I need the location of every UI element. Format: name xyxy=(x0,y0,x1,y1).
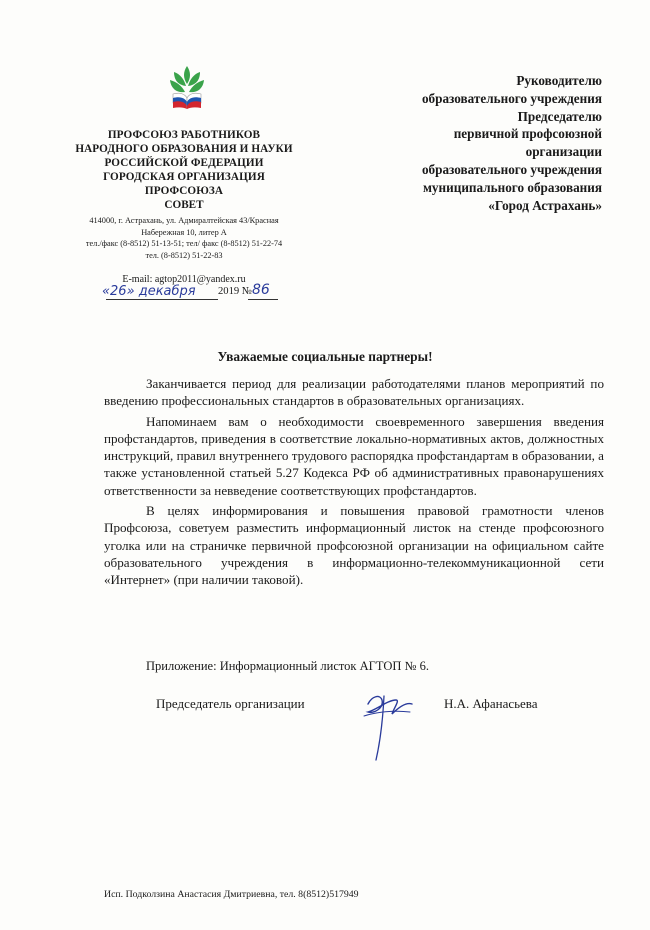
org-name-line-3: РОССИЙСКОЙ ФЕДЕРАЦИИ xyxy=(104,157,264,169)
address-line: тел. (8-8512) 51-22-83 xyxy=(145,250,223,260)
org-email: E-mail: agtop2011@yandex.ru xyxy=(122,274,246,285)
addressee-line: организации xyxy=(525,144,602,160)
org-name-line-5: ПРОФСОЮЗА xyxy=(144,185,224,197)
letter-body xyxy=(104,375,604,592)
addressee-line: «Город Астрахань» xyxy=(488,197,602,213)
address-line: Набережная 10, литер А xyxy=(141,227,227,237)
org-name-line-4: ГОРОДСКАЯ ОРГАНИЗАЦИЯ xyxy=(103,171,265,183)
addressee-line: первичной профсоюзной xyxy=(453,126,602,142)
addressee-line: образовательного учреждения xyxy=(421,90,602,106)
outgoing-date-number xyxy=(102,284,302,306)
org-address xyxy=(64,215,304,261)
addressee-line: образовательного учреждения xyxy=(421,161,602,177)
sender-block xyxy=(64,128,304,285)
handwritten-signature-icon xyxy=(354,686,424,766)
handwritten-number: 86 xyxy=(252,282,270,298)
body-paragraph: Заканчивается период для реализации работодателями планов мероприятий по введению профессиональных стандартов в образовательных организациях. xyxy=(104,376,604,409)
signatory-title: Председатель организации xyxy=(156,696,305,711)
address-line: 414000, г. Астрахань, ул. Адмиралтейская 43/Красная xyxy=(89,216,279,225)
union-logo-icon xyxy=(166,62,208,112)
addressee-line: муниципального образования xyxy=(422,179,602,195)
addressee-line: Председателю xyxy=(517,108,602,124)
handwritten-date: «26» декабря xyxy=(102,284,196,299)
body-paragraph: В целях информирования и повышения правовой грамотности членов Профсоюза, советуем разместить информационный листок на стенде профсоюзного уголка или на страничке первичной профсоюзной организации на официальном сайте образовательного учреждения в информационно-телекоммуникационной сети «Интернет» (при наличии таковой). xyxy=(104,503,604,588)
attachment-note: Приложение: Информационный листок АГТОП № 6. xyxy=(146,659,429,673)
org-council: СОВЕТ xyxy=(164,199,204,211)
year-number-label: 2019 № xyxy=(218,286,252,297)
executor-contact: Исп. Подколзина Анастасия Дмитриевна, тел. 8(8512)517949 xyxy=(104,889,359,900)
addressee-block xyxy=(390,72,602,214)
signature-row xyxy=(156,696,576,776)
addressee-line: Руководителю xyxy=(516,73,602,88)
salutation: Уважаемые социальные партнеры! xyxy=(217,349,433,364)
address-line: тел./факс (8-8512) 51-13-51; тел/ факс (8-8512) 51-22-74 xyxy=(85,239,283,248)
org-name-line-1: ПРОФСОЮЗ РАБОТНИКОВ xyxy=(107,129,261,141)
org-name-line-2: НАРОДНОГО ОБРАЗОВАНИЯ И НАУКИ xyxy=(75,143,293,155)
date-underline xyxy=(106,299,218,300)
number-underline xyxy=(248,299,278,300)
signatory-name: Н.А. Афанасьева xyxy=(444,696,538,711)
body-paragraph: Напоминаем вам о необходимости своевременного завершения введения профстандартов, приведения в соответствие локально-нормативных актов, должностных инструкций, правил внутреннего трудового распорядка профстандартам в образовании, а также установленной статьей 5.27 Кодекса РФ об административных правонарушениях ответственности за невведение соответствующих профстандартов. xyxy=(104,413,604,498)
